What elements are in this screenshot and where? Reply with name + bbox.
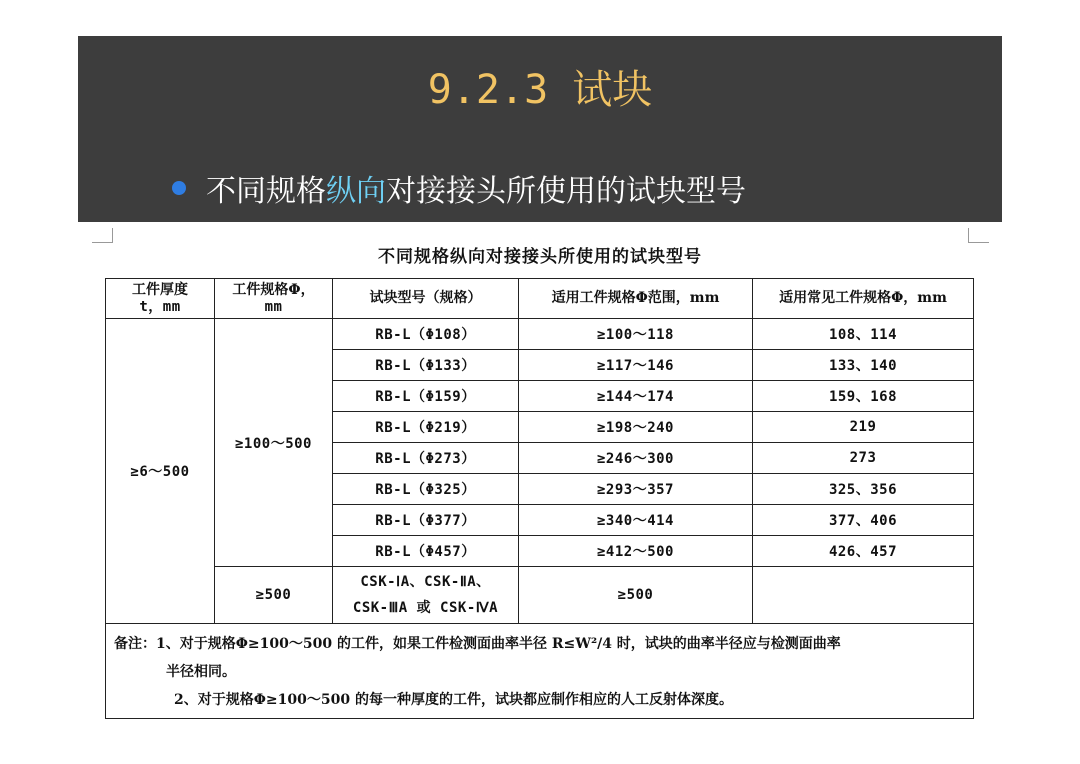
slide-title: 9.2.3 试块	[427, 67, 653, 113]
block-cell: RB-L（Φ325）	[333, 474, 519, 505]
block-cell: RB-L（Φ377）	[333, 505, 519, 536]
table-header-row	[106, 279, 974, 319]
spec-group-2-cell: ≥500	[215, 567, 333, 624]
common-cell: 159、168	[753, 381, 974, 412]
table-note	[106, 624, 974, 719]
header-thickness: 工件厚度 t，mm	[106, 279, 215, 319]
range-cell: ≥198～240	[519, 412, 753, 443]
bullet-row	[172, 166, 746, 210]
csk-block-cell: CSK-ⅠA、CSK-ⅡA、 CSK-ⅢA 或 CSK-ⅣA	[333, 567, 519, 624]
range-cell: ≥246～300	[519, 443, 753, 474]
block-cell: RB-L（Φ133）	[333, 350, 519, 381]
spec-group-1-cell: ≥100～500	[215, 319, 333, 567]
table-note-row	[106, 624, 974, 719]
range-cell: ≥340～414	[519, 505, 753, 536]
common-cell: 219	[753, 412, 974, 443]
common-cell: 108、114	[753, 319, 974, 350]
block-cell: RB-L（Φ159）	[333, 381, 519, 412]
note-line-2: 半径相同。	[166, 664, 236, 680]
table-row-csk	[106, 567, 974, 624]
header-block-type: 试块型号（规格）	[333, 279, 519, 319]
note-line-1: 备注：1、对于规格Φ≥100～500 的工件，如果工件检测面曲率半径 R≤W²/4 时，试块的曲率半径应与检测面曲率	[114, 636, 841, 652]
csk-common-cell	[753, 567, 974, 624]
common-cell: 426、457	[753, 536, 974, 567]
crop-mark-right	[968, 228, 989, 243]
table-row	[106, 319, 974, 350]
range-cell: ≥117～146	[519, 350, 753, 381]
header-common: 适用常见工件规格Φ，mm	[753, 279, 974, 319]
header-range: 适用工件规格Φ范围，mm	[519, 279, 753, 319]
range-cell: ≥144～174	[519, 381, 753, 412]
spec-table	[105, 278, 974, 719]
block-cell: RB-L（Φ273）	[333, 443, 519, 474]
note-line-3: 2、对于规格Φ≥100～500 的每一种厚度的工件，试块都应制作相应的人工反射体深度。	[174, 692, 733, 708]
range-cell: ≥412～500	[519, 536, 753, 567]
table-caption: 不同规格纵向对接接头所使用的试块型号	[378, 247, 702, 267]
bullet-text-post: 对接接头所使用的试块型号	[386, 174, 746, 209]
common-cell: 377、406	[753, 505, 974, 536]
range-cell: ≥100～118	[519, 319, 753, 350]
common-cell: 325、356	[753, 474, 974, 505]
common-cell: 273	[753, 443, 974, 474]
crop-mark-left	[92, 228, 113, 243]
csk-range-cell: ≥500	[519, 567, 753, 624]
common-cell: 133、140	[753, 350, 974, 381]
range-cell: ≥293～357	[519, 474, 753, 505]
slide-header	[78, 36, 1002, 222]
thickness-cell: ≥6～500	[106, 319, 215, 624]
bullet-text-pre: 不同规格	[206, 174, 326, 209]
block-cell: RB-L（Φ457）	[333, 536, 519, 567]
block-cell: RB-L（Φ108）	[333, 319, 519, 350]
header-spec: 工件规格Φ， mm	[215, 279, 333, 319]
bullet-text	[206, 166, 746, 210]
block-cell: RB-L（Φ219）	[333, 412, 519, 443]
bullet-text-highlight: 纵向	[326, 174, 386, 209]
bullet-dot-icon	[172, 181, 186, 195]
